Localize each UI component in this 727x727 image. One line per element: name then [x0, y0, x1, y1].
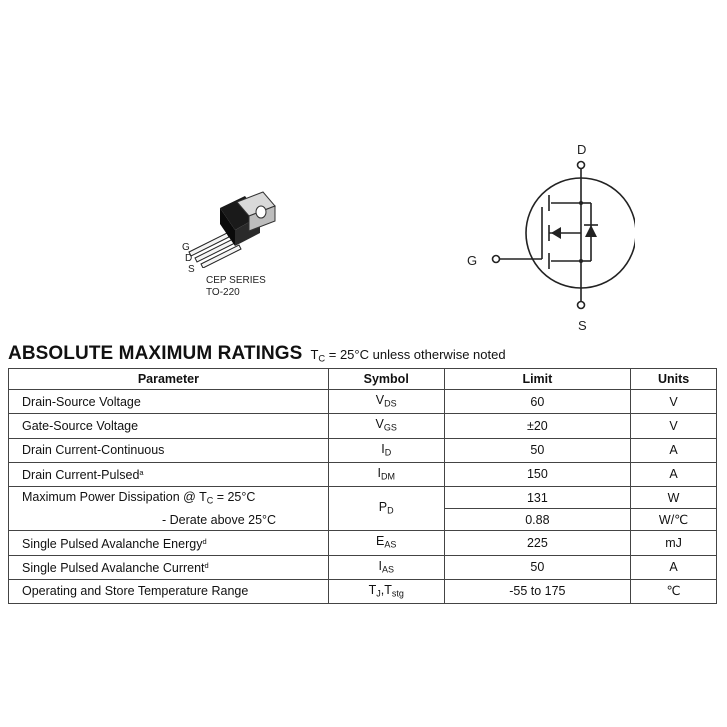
unit-cell: W/℃ — [631, 509, 717, 531]
drain-terminal-label: D — [577, 142, 587, 157]
limit-cell: 50 — [444, 438, 631, 462]
limit-cell: 131 — [444, 487, 631, 509]
table-row — [9, 414, 717, 438]
parameter-cell: Gate-Source Voltage — [9, 414, 329, 438]
symbol-cell: $I_{AS}$ — [328, 555, 444, 579]
unit-cell: W — [631, 487, 717, 509]
table-row — [9, 462, 717, 486]
section-title: ABSOLUTE MAXIMUM RATINGS — [8, 343, 303, 364]
parameter-cell: Single Pulsed Avalanche Current$^d$ — [9, 555, 329, 579]
gate-terminal-label: G — [467, 253, 478, 268]
limit-cell: -55 to 175 — [444, 579, 631, 603]
parameter-cell: Single Pulsed Avalanche Energy$^d$ — [9, 531, 329, 555]
package-series-label: CEP SERIES — [206, 275, 266, 286]
column-header-limit: Limit — [444, 369, 631, 390]
package-type-label: TO-220 — [206, 287, 240, 298]
symbol-cell: $T_J,T_{stg}$ — [328, 579, 444, 603]
table-row — [9, 579, 717, 603]
parameter-cell: Drain Current-Continuous — [9, 438, 329, 462]
limit-cell: 0.88 — [444, 509, 631, 531]
symbol-cell: $I_D$ — [328, 438, 444, 462]
limit-cell: 60 — [444, 390, 631, 414]
table-row — [9, 390, 717, 414]
unit-cell: mJ — [631, 531, 717, 555]
unit-cell: V — [631, 414, 717, 438]
section-heading — [8, 343, 506, 365]
column-header-symbol: Symbol — [328, 369, 444, 390]
unit-cell: V — [631, 390, 717, 414]
table-row — [9, 487, 717, 509]
pin-label-d: D — [185, 253, 193, 264]
table-row — [9, 438, 717, 462]
symbol-cell: $V_{GS}$ — [328, 414, 444, 438]
limit-cell: 50 — [444, 555, 631, 579]
column-header-parameter: Parameter — [9, 369, 329, 390]
limit-cell: ±20 — [444, 414, 631, 438]
limit-cell: 225 — [444, 531, 631, 555]
limit-cell: 150 — [444, 462, 631, 486]
table-row — [9, 531, 717, 555]
unit-cell: A — [631, 555, 717, 579]
symbol-cell: $P_D$ — [328, 487, 444, 531]
mosfet-schematic — [455, 135, 635, 315]
unit-cell: A — [631, 462, 717, 486]
pin-label-s: S — [188, 264, 195, 275]
parameter-cell: Drain-Source Voltage — [9, 390, 329, 414]
parameter-cell: Operating and Store Temperature Range — [9, 579, 329, 603]
unit-cell: A — [631, 438, 717, 462]
symbol-cell: $V_{DS}$ — [328, 390, 444, 414]
pin-label-g: G — [182, 242, 190, 253]
table-row — [9, 555, 717, 579]
symbol-cell: $I_{DM}$ — [328, 462, 444, 486]
ratings-table — [8, 368, 717, 604]
source-terminal-label: S — [578, 318, 587, 333]
table-header-row — [9, 369, 717, 390]
column-header-units: Units — [631, 369, 717, 390]
parameter-cell: Drain Current-Pulsed$^a$ — [9, 462, 329, 486]
test-condition: $T_C = 25^\circ C$ unless otherwise noted — [310, 347, 506, 364]
symbol-cell: $E_{AS}$ — [328, 531, 444, 555]
parameter-cell: Maximum Power Dissipation @ $T_C = 25^\circ C$ - Derate above 25°C — [9, 487, 329, 531]
unit-cell: ℃ — [631, 579, 717, 603]
